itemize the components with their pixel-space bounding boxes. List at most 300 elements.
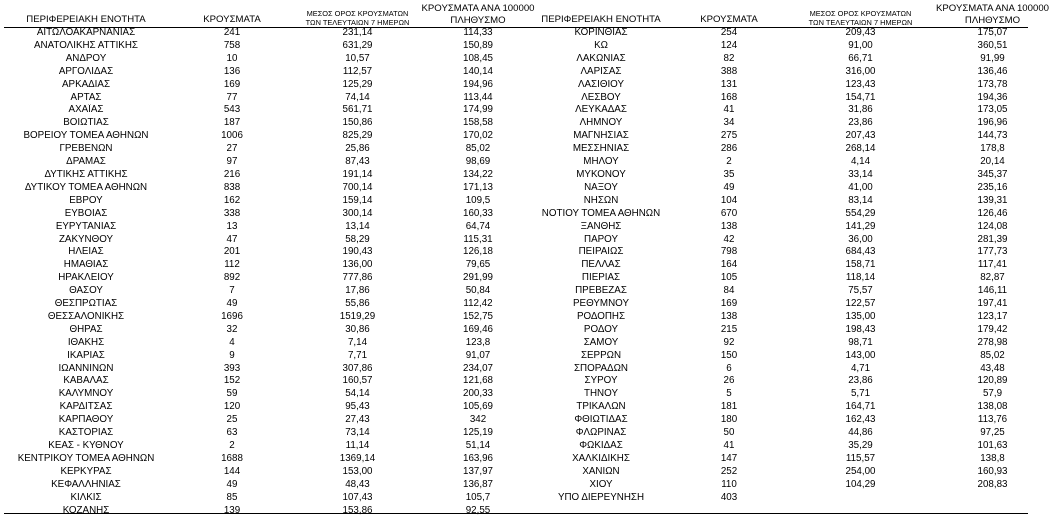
cases-cell: 32 — [226, 323, 238, 335]
cases-per-100k-cell: 134,22 — [463, 168, 493, 180]
cases-cell: 892 — [223, 272, 241, 284]
region-cell: ΛΑΚΩΝΙΑΣ — [576, 52, 626, 64]
seven-day-average-cell: 104,29 — [845, 478, 876, 490]
cases-per-100k-cell: 120,89 — [977, 375, 1008, 387]
table-row — [4, 337, 537, 350]
table-row — [4, 92, 537, 105]
cases-cell: 85 — [226, 491, 238, 503]
table-row — [533, 492, 1053, 505]
table-row — [533, 234, 1053, 247]
cases-cell: 110 — [721, 478, 737, 490]
table-row — [533, 363, 1053, 376]
region-cell: ΤΗΝΟΥ — [584, 388, 618, 400]
region-cell: ΑΝΑΤΟΛΙΚΗΣ ΑΤΤΙΚΗΣ — [34, 39, 138, 51]
cases-cell: 13 — [226, 220, 238, 232]
cases-cell: 97 — [226, 156, 238, 168]
cases-cell: 798 — [720, 246, 738, 258]
table-row — [4, 27, 537, 40]
table-row — [533, 375, 1053, 388]
cases-per-100k-cell: 91,07 — [465, 349, 491, 361]
cases-cell: 241 — [223, 27, 241, 38]
cases-cell: 25 — [226, 414, 238, 426]
seven-day-average-cell: 1369,14 — [339, 452, 376, 464]
seven-day-average-cell: 300,14 — [342, 207, 373, 219]
region-cell: ΚΟΡΙΝΘΙΑΣ — [574, 27, 628, 38]
seven-day-average-cell: 268,14 — [845, 143, 876, 155]
region-cell: ΔΥΤΙΚΟΥ ΤΟΜΕΑ ΑΘΗΝΩΝ — [24, 181, 148, 193]
cases-cell: 254 — [720, 27, 738, 38]
cases-cell: 180 — [720, 414, 738, 426]
cases-cell: 152 — [223, 375, 241, 387]
bottom-divider — [4, 513, 1028, 514]
region-cell: ΕΥΒΟΙΑΣ — [64, 207, 108, 219]
cases-per-100k-cell: 345,37 — [977, 168, 1008, 180]
cases-cell: 144 — [223, 465, 241, 477]
table-row — [4, 440, 537, 453]
cases-per-100k-cell: 160,93 — [977, 465, 1008, 477]
cases-per-100k-cell: 57,9 — [982, 388, 1003, 400]
seven-day-average-cell: 107,43 — [342, 491, 373, 503]
table-row — [533, 440, 1053, 453]
table-row — [4, 324, 537, 337]
table-row — [533, 79, 1053, 92]
cases-cell: 275 — [720, 130, 738, 142]
region-cell: ΙΚΑΡΙΑΣ — [67, 349, 105, 361]
seven-day-average-cell: 561,71 — [342, 104, 373, 116]
seven-day-average-cell: 13,14 — [345, 220, 370, 232]
table-row — [4, 234, 537, 247]
table-row — [533, 182, 1053, 195]
seven-day-average-cell: 153,86 — [342, 504, 373, 516]
cases-cell: 41 — [723, 440, 735, 451]
cases-cell: 41 — [723, 104, 735, 116]
cases-per-100k-cell: 51,14 — [465, 440, 491, 451]
seven-day-average-cell: 4,14 — [850, 156, 871, 168]
cases-cell: 201 — [223, 246, 241, 258]
cases-cell: 1688 — [221, 452, 243, 464]
region-cell: ΡΟΔΟΥ — [583, 323, 619, 335]
cases-per-100k-cell: 121,68 — [463, 375, 493, 387]
region-cell: ΗΛΕΙΑΣ — [68, 246, 104, 258]
cases-per-100k-cell: 136,87 — [463, 478, 493, 490]
seven-day-average-cell: 41,00 — [848, 181, 873, 193]
cases-cell: 105 — [720, 272, 738, 284]
cases-per-100k-header — [932, 0, 1053, 27]
seven-day-average-cell: 777,86 — [342, 272, 373, 284]
region-cell: ΕΒΡΟΥ — [69, 194, 103, 206]
cases-per-100k-cell: 144,73 — [977, 130, 1008, 142]
seven-day-average-cell: 58,29 — [345, 233, 370, 245]
seven-day-average-cell: 10,57 — [345, 52, 370, 64]
cases-per-100k-cell: 123,17 — [977, 310, 1008, 322]
cases-cell: 2 — [726, 156, 732, 168]
table-row — [533, 272, 1053, 285]
seven-day-average-cell: 125,29 — [342, 78, 373, 90]
cases-cell: 164 — [720, 259, 738, 271]
seven-day-average-cell: 825,29 — [342, 130, 373, 142]
cases-per-100k-cell: 196,96 — [977, 117, 1008, 129]
table-row — [4, 53, 537, 66]
seven-day-average-cell: 158,71 — [845, 259, 876, 271]
cases-per-100k-cell: 124,08 — [977, 220, 1008, 232]
cases-cell: 92 — [723, 336, 735, 348]
seven-day-average-cell: 23,86 — [848, 375, 873, 387]
region-cell: ΛΑΣΙΘΙΟΥ — [577, 78, 625, 90]
table-row — [533, 53, 1053, 66]
table-row — [4, 40, 537, 53]
cases-cell: 47 — [226, 233, 238, 245]
cases-per-100k-cell: 171,13 — [463, 181, 493, 193]
cases-per-100k-cell: 163,96 — [463, 452, 493, 464]
cases-per-100k-header-line2: ΠΛΗΘΥΣΜΟ — [450, 15, 506, 26]
region-cell: ΚΕΦΑΛΛΗΝΙΑΣ — [51, 478, 121, 490]
table-row — [533, 285, 1053, 298]
seven-day-average-cell: 123,43 — [845, 78, 876, 90]
seven-day-average-cell: 35,29 — [848, 440, 873, 451]
table-row — [4, 285, 537, 298]
region-cell: ΑΙΤΩΛΟΑΚΑΡΝΑΝΙΑΣ — [36, 27, 136, 38]
cases-per-100k-cell: 85,02 — [465, 143, 491, 155]
seven-day-average-cell: 31,86 — [848, 104, 873, 116]
cases-per-100k-cell: 43,48 — [980, 362, 1005, 374]
cases-per-100k-cell: 126,18 — [463, 246, 493, 258]
table-row — [533, 466, 1053, 479]
region-cell: ΝΟΤΙΟΥ ΤΟΜΕΑ ΑΘΗΝΩΝ — [541, 207, 661, 219]
region-cell: ΠΕΛΛΑΣ — [581, 259, 621, 271]
cases-per-100k-cell: 105,69 — [463, 401, 493, 413]
region-cell: ΝΗΣΩΝ — [583, 194, 619, 206]
seven-day-average-cell: 33,14 — [848, 168, 873, 180]
region-cell: ΙΩΑΝΝΙΝΩΝ — [58, 362, 114, 374]
cases-per-100k-cell: 50,84 — [465, 285, 491, 297]
table-row — [533, 156, 1053, 169]
table-row — [4, 221, 537, 234]
cases-per-100k-cell: 64,74 — [465, 220, 491, 232]
cases-per-100k-header-line1: ΚΡΟΥΣΜΑΤΑ ΑΝΑ 100000 — [421, 3, 535, 14]
table-row — [4, 505, 537, 518]
cases-cell: 10 — [226, 52, 238, 64]
cases-cell: 120 — [223, 401, 241, 413]
region-cell: ΠΑΡΟΥ — [584, 233, 618, 245]
table-row — [533, 169, 1053, 182]
region-cell: ΚΑΣΤΟΡΙΑΣ — [58, 427, 114, 439]
region-cell: ΧΑΝΙΩΝ — [582, 465, 620, 477]
cases-cell: 543 — [223, 104, 241, 116]
region-cell: ΧΑΛΚΙΔΙΚΗΣ — [572, 452, 630, 464]
cases-cell: 49 — [723, 181, 735, 193]
cases-per-100k-cell: 175,07 — [977, 27, 1008, 38]
region-cell: ΦΛΩΡΙΝΑΣ — [575, 427, 627, 439]
region-cell: ΚΕΑΣ - ΚΥΘΝΟΥ — [48, 440, 124, 451]
cases-per-100k-cell: 101,63 — [977, 440, 1008, 451]
table-row — [4, 79, 537, 92]
cases-per-100k-cell: 200,33 — [463, 388, 493, 400]
cases-cell: 5 — [726, 388, 732, 400]
table-row — [4, 156, 537, 169]
cases-per-100k-cell: 158,58 — [463, 117, 493, 129]
seven-day-average-cell: 55,86 — [345, 298, 370, 310]
cases-per-100k-cell: 278,98 — [977, 336, 1008, 348]
region-cell: ΚΑΛΥΜΝΟΥ — [58, 388, 114, 400]
cases-cell: 77 — [226, 91, 238, 103]
seven-day-average-cell: 307,86 — [342, 362, 373, 374]
cases-cell: 84 — [723, 285, 735, 297]
table-row — [4, 104, 537, 117]
cases-per-100k-cell: 97,25 — [980, 427, 1005, 439]
seven-day-average-cell: 75,57 — [848, 285, 873, 297]
table-row — [4, 311, 537, 324]
table-row — [4, 375, 537, 388]
table-row — [4, 169, 537, 182]
seven-day-average-cell: 98,71 — [848, 336, 873, 348]
region-cell: ΜΑΓΝΗΣΙΑΣ — [573, 130, 629, 142]
cases-per-100k-cell: 177,73 — [977, 246, 1008, 258]
table-row — [533, 246, 1053, 259]
seven-day-average-cell: 150,86 — [342, 117, 373, 129]
cases-per-100k-cell: 360,51 — [977, 39, 1008, 51]
table-row — [4, 363, 537, 376]
seven-day-average-cell: 7,14 — [347, 336, 368, 348]
table-row — [533, 350, 1053, 363]
cases-per-100k-cell: 342 — [469, 414, 487, 426]
seven-day-average-cell: 36,00 — [848, 233, 873, 245]
cases-cell: 187 — [223, 117, 241, 129]
cases-per-100k-header-line2: ΠΛΗΘΥΣΜΟ — [964, 15, 1021, 26]
seven-day-average-cell: 135,00 — [845, 310, 876, 322]
table-row — [4, 453, 537, 466]
cases-per-100k-cell: 291,99 — [463, 272, 493, 284]
cases-per-100k-cell: 170,02 — [463, 130, 493, 142]
region-cell: ΦΘΙΩΤΙΔΑΣ — [574, 414, 628, 426]
seven-day-average-cell — [789, 492, 932, 505]
cases-cell: 169 — [223, 78, 241, 90]
region-cell: ΞΑΝΘΗΣ — [580, 220, 622, 232]
table-row — [4, 259, 537, 272]
table-row — [4, 479, 537, 492]
table-row — [533, 337, 1053, 350]
seven-day-average-cell: 115,57 — [845, 452, 876, 464]
table-row — [4, 466, 537, 479]
region-cell: ΔΥΤΙΚΗΣ ΑΤΤΙΚΗΣ — [44, 168, 128, 180]
cases-per-100k-cell: 108,45 — [463, 52, 493, 64]
table-row — [533, 401, 1053, 414]
seven-day-average-header — [789, 0, 932, 27]
seven-day-average-cell: 162,43 — [845, 414, 876, 426]
table-row — [4, 350, 537, 363]
cases-cell: 4 — [229, 336, 235, 348]
cases-per-100k-cell: 173,78 — [977, 78, 1008, 90]
cases-table-left — [4, 0, 537, 517]
cases-cell: 82 — [723, 52, 735, 64]
seven-day-average-cell: 136,00 — [342, 259, 373, 271]
cases-per-100k-cell: 208,83 — [977, 478, 1008, 490]
cases-cell: 139 — [223, 504, 241, 516]
table-row — [533, 221, 1053, 234]
seven-day-average-cell: 191,14 — [342, 168, 373, 180]
seven-day-average-cell: 190,43 — [342, 246, 373, 258]
cases-cell: 215 — [720, 323, 738, 335]
cases-per-100k-cell: 126,46 — [977, 207, 1008, 219]
region-cell: ΝΑΞΟΥ — [584, 181, 618, 193]
seven-day-average-cell: 316,00 — [845, 65, 876, 77]
cases-per-100k-cell: 138,8 — [980, 452, 1005, 464]
region-cell: ΒΟΡΕΙΟΥ ΤΟΜΕΑ ΑΘΗΝΩΝ — [23, 130, 149, 142]
region-cell: ΣΕΡΡΩΝ — [580, 349, 622, 361]
table-row — [533, 427, 1053, 440]
region-cell: ΡΟΔΟΠΗΣ — [576, 310, 626, 322]
cases-cell: 216 — [223, 168, 241, 180]
region-cell: ΑΡΚΑΔΙΑΣ — [62, 78, 110, 90]
cases-per-100k-cell: 117,41 — [977, 259, 1008, 271]
cases-per-100k-cell: 98,69 — [465, 156, 491, 168]
table-row — [533, 388, 1053, 401]
table-row — [533, 208, 1053, 221]
region-cell: ΘΕΣΠΡΩΤΙΑΣ — [54, 298, 118, 310]
cases-per-100k-cell: 92,55 — [465, 504, 491, 516]
region-cell: ΠΙΕΡΙΑΣ — [581, 272, 621, 284]
region-header: ΠΕΡΙΦΕΡΕΙΑΚΗ ΕΝΟΤΗΤΑ — [26, 14, 146, 26]
seven-day-average-cell: 700,14 — [342, 181, 373, 193]
region-cell: ΦΩΚΙΔΑΣ — [579, 440, 623, 451]
seven-day-average-cell: 143,00 — [845, 349, 876, 361]
table-row — [4, 298, 537, 311]
cases-per-100k-header — [419, 0, 537, 27]
table-row — [533, 259, 1053, 272]
cases-per-100k-cell: 82,87 — [980, 272, 1005, 284]
region-cell: ΚΕΡΚΥΡΑΣ — [60, 465, 112, 477]
cases-cell: 9 — [229, 349, 235, 361]
region-cell: ΛΕΥΚΑΔΑΣ — [575, 104, 627, 116]
seven-day-average-cell: 684,43 — [845, 246, 876, 258]
region-cell: ΜΕΣΣΗΝΙΑΣ — [572, 143, 630, 155]
seven-day-average-cell: 160,57 — [342, 375, 373, 387]
table-body-right — [533, 27, 1053, 505]
table-row — [533, 104, 1053, 117]
cases-per-100k-cell: 178,8 — [980, 143, 1005, 155]
table-row — [533, 195, 1053, 208]
cases-per-100k-cell: 235,16 — [977, 181, 1008, 193]
cases-per-100k-cell: 173,05 — [977, 104, 1008, 116]
region-cell: ΜΥΚΟΝΟΥ — [576, 168, 626, 180]
cases-cell: 2 — [229, 440, 235, 451]
region-cell: ΣΑΜΟΥ — [583, 336, 619, 348]
cases-per-100k-cell: 146,11 — [977, 285, 1008, 297]
region-cell: ΤΡΙΚΑΛΩΝ — [576, 401, 626, 413]
table-row — [533, 324, 1053, 337]
table-row — [4, 130, 537, 143]
cases-cell: 50 — [723, 427, 735, 439]
cases-cell: 252 — [720, 465, 738, 477]
seven-day-average-header-line2: ΤΩΝ ΤΕΛΕΥΤΑΙΩΝ 7 ΗΜΕΡΩΝ — [305, 18, 410, 27]
cases-cell: 670 — [720, 207, 738, 219]
region-cell: ΚΑΡΠΑΘΟΥ — [58, 414, 114, 426]
table-row — [4, 246, 537, 259]
region-cell: ΑΡΤΑΣ — [70, 91, 102, 103]
cases-per-100k-cell: 138,08 — [977, 401, 1008, 413]
region-cell: ΛΑΡΙΣΑΣ — [580, 65, 622, 77]
table-row — [4, 117, 537, 130]
cases-per-100k-cell: 197,41 — [977, 298, 1008, 310]
table-row — [533, 40, 1053, 53]
table-row — [4, 272, 537, 285]
cases-cell: 34 — [723, 117, 735, 129]
cases-cell: 63 — [226, 427, 238, 439]
seven-day-average-cell: 23,86 — [848, 117, 873, 129]
seven-day-average-header-line1: ΜΕΣΟΣ ΟΡΟΣ ΚΡΟΥΣΜΑΤΩΝ — [809, 9, 912, 18]
seven-day-average-cell: 74,14 — [345, 91, 370, 103]
cases-per-100k-cell: 140,14 — [463, 65, 493, 77]
cases-cell: 49 — [226, 478, 238, 490]
cases-per-100k-cell: 113,76 — [977, 414, 1008, 426]
cases-per-100k-cell: 234,07 — [463, 362, 493, 374]
cases-cell: 124 — [720, 39, 738, 51]
seven-day-average-cell: 112,57 — [342, 65, 373, 77]
seven-day-average-cell: 554,29 — [845, 207, 876, 219]
table-row — [4, 143, 537, 156]
table-row — [4, 427, 537, 440]
seven-day-average-cell: 66,71 — [848, 52, 873, 64]
seven-day-average-cell: 11,14 — [345, 440, 370, 451]
region-cell: ΔΡΑΜΑΣ — [66, 156, 106, 168]
seven-day-average-cell: 231,14 — [342, 27, 373, 38]
region-cell: ΚΩ — [594, 39, 608, 51]
cases-per-100k-cell: 113,44 — [463, 91, 493, 103]
cases-per-100k-cell: 152,75 — [463, 310, 493, 322]
cases-per-100k-cell: 137,97 — [463, 465, 493, 477]
region-cell: ΧΙΟΥ — [589, 478, 613, 490]
seven-day-average-cell: 154,71 — [845, 91, 876, 103]
table-row — [533, 453, 1053, 466]
table-row — [533, 479, 1053, 492]
cases-cell: 1696 — [221, 310, 243, 322]
seven-day-average-cell: 83,14 — [848, 194, 873, 206]
cases-cell: 162 — [223, 194, 241, 206]
cases-per-100k-cell: 160,33 — [463, 207, 493, 219]
region-cell: ΠΕΙΡΑΙΩΣ — [578, 246, 624, 258]
table-row — [4, 401, 537, 414]
seven-day-average-cell: 164,71 — [845, 401, 876, 413]
cases-per-100k-cell: 105,7 — [465, 491, 491, 503]
region-cell: ΣΠΟΡΑΔΩΝ — [573, 362, 629, 374]
cases-cell: 338 — [223, 207, 241, 219]
table-row — [533, 27, 1053, 40]
cases-per-100k-cell: 115,31 — [463, 233, 493, 245]
seven-day-average-cell: 122,57 — [845, 298, 876, 310]
seven-day-average-cell: 7,71 — [347, 349, 368, 361]
cases-per-100k-cell: 194,36 — [977, 91, 1008, 103]
region-cell: ΚΕΝΤΡΙΚΟΥ ΤΟΜΕΑ ΑΘΗΝΩΝ — [17, 452, 155, 464]
table-row — [4, 492, 537, 505]
cases-cell: 403 — [720, 491, 738, 503]
cases-per-100k-cell: 150,89 — [463, 39, 493, 51]
cases-per-100k-cell: 114,33 — [463, 27, 493, 38]
table-row — [533, 130, 1053, 143]
seven-day-average-cell: 141,29 — [845, 220, 876, 232]
seven-day-average-cell: 153,00 — [342, 465, 373, 477]
cases-cell: 104 — [720, 194, 738, 206]
header-row — [533, 0, 1053, 27]
cases-cell: 150 — [720, 349, 738, 361]
seven-day-average-cell: 95,43 — [345, 401, 370, 413]
cases-cell: 758 — [223, 39, 241, 51]
cases-cell: 393 — [223, 362, 241, 374]
cases-per-100k-cell: 194,96 — [463, 78, 493, 90]
cases-per-100k-cell: 174,99 — [463, 104, 493, 116]
cases-per-100k-cell: 123,8 — [465, 336, 491, 348]
region-cell: ΠΡΕΒΕΖΑΣ — [575, 285, 627, 297]
cases-per-100k-cell: 169,46 — [463, 323, 493, 335]
table-row — [4, 208, 537, 221]
